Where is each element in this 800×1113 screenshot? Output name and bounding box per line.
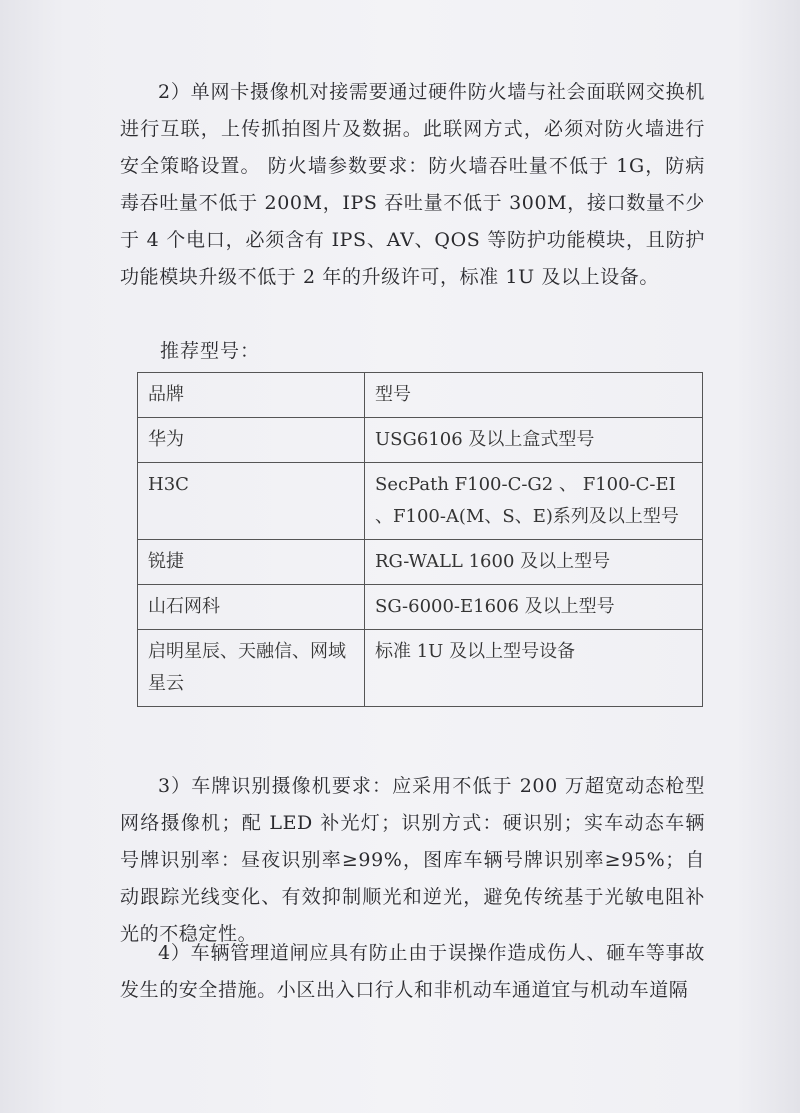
model-cell: RG-WALL 1600 及以上型号 [365, 540, 703, 585]
table-row [138, 540, 703, 585]
model-cell: SecPath F100-C-G2 、 F100-C-EI 、F100-A(M、S、E)系列及以上型号 [365, 463, 703, 540]
header-model: 型号 [365, 373, 703, 418]
table-row [138, 418, 703, 463]
header-brand: 品牌 [138, 373, 365, 418]
brand-cell: 启明星辰、天融信、网域星云 [138, 630, 365, 707]
recommended-models-label: 推荐型号： [160, 340, 261, 362]
table-row [138, 463, 703, 540]
paragraph-3: 3）车牌识别摄像机要求：应采用不低于 200 万超宽动态枪型网络摄像机；配 LED 补光灯；识别方式：硬识别；实车动态车辆号牌识别率：昼夜识别率≥99%，图库车辆号牌识别率≥95%；自动跟踪光线变化、有效抑制顺光和逆光，避免传统基于光敏电阻补光的不稳定性。 [120, 775, 705, 945]
model-cell: SG-6000-E1606 及以上型号 [365, 585, 703, 630]
recommended-models-table [137, 372, 703, 707]
table-header-row [138, 373, 703, 418]
model-cell: USG6106 及以上盒式型号 [365, 418, 703, 463]
paragraph-4: 4）车辆管理道闸应具有防止由于误操作造成伤人、砸车等事故发生的安全措施。小区出入口行人和非机动车通道宜与机动车道隔 [120, 942, 705, 1001]
table-row [138, 585, 703, 630]
brand-cell: 山石网科 [138, 585, 365, 630]
brand-cell: H3C [138, 463, 365, 540]
paragraph-2: 2）单网卡摄像机对接需要通过硬件防火墙与社会面联网交换机进行互联，上传抓拍图片及数据。此联网方式，必须对防火墙进行安全策略设置。 防火墙参数要求：防火墙吞吐量不低于 1G，防病毒吞吐量不低于 200M，IPS 吞吐量不低于 300M，接口数量不少于 4 个电口，必须含有 IPS、AV、QOS 等防护功能模块，且防护功能模块升级不低于 2 年的升级许可，标准 1U 及以上设备。 [120, 81, 705, 288]
model-cell: 标准 1U 及以上型号设备 [365, 630, 703, 707]
brand-cell: 华为 [138, 418, 365, 463]
brand-cell: 锐捷 [138, 540, 365, 585]
table-row [138, 630, 703, 707]
